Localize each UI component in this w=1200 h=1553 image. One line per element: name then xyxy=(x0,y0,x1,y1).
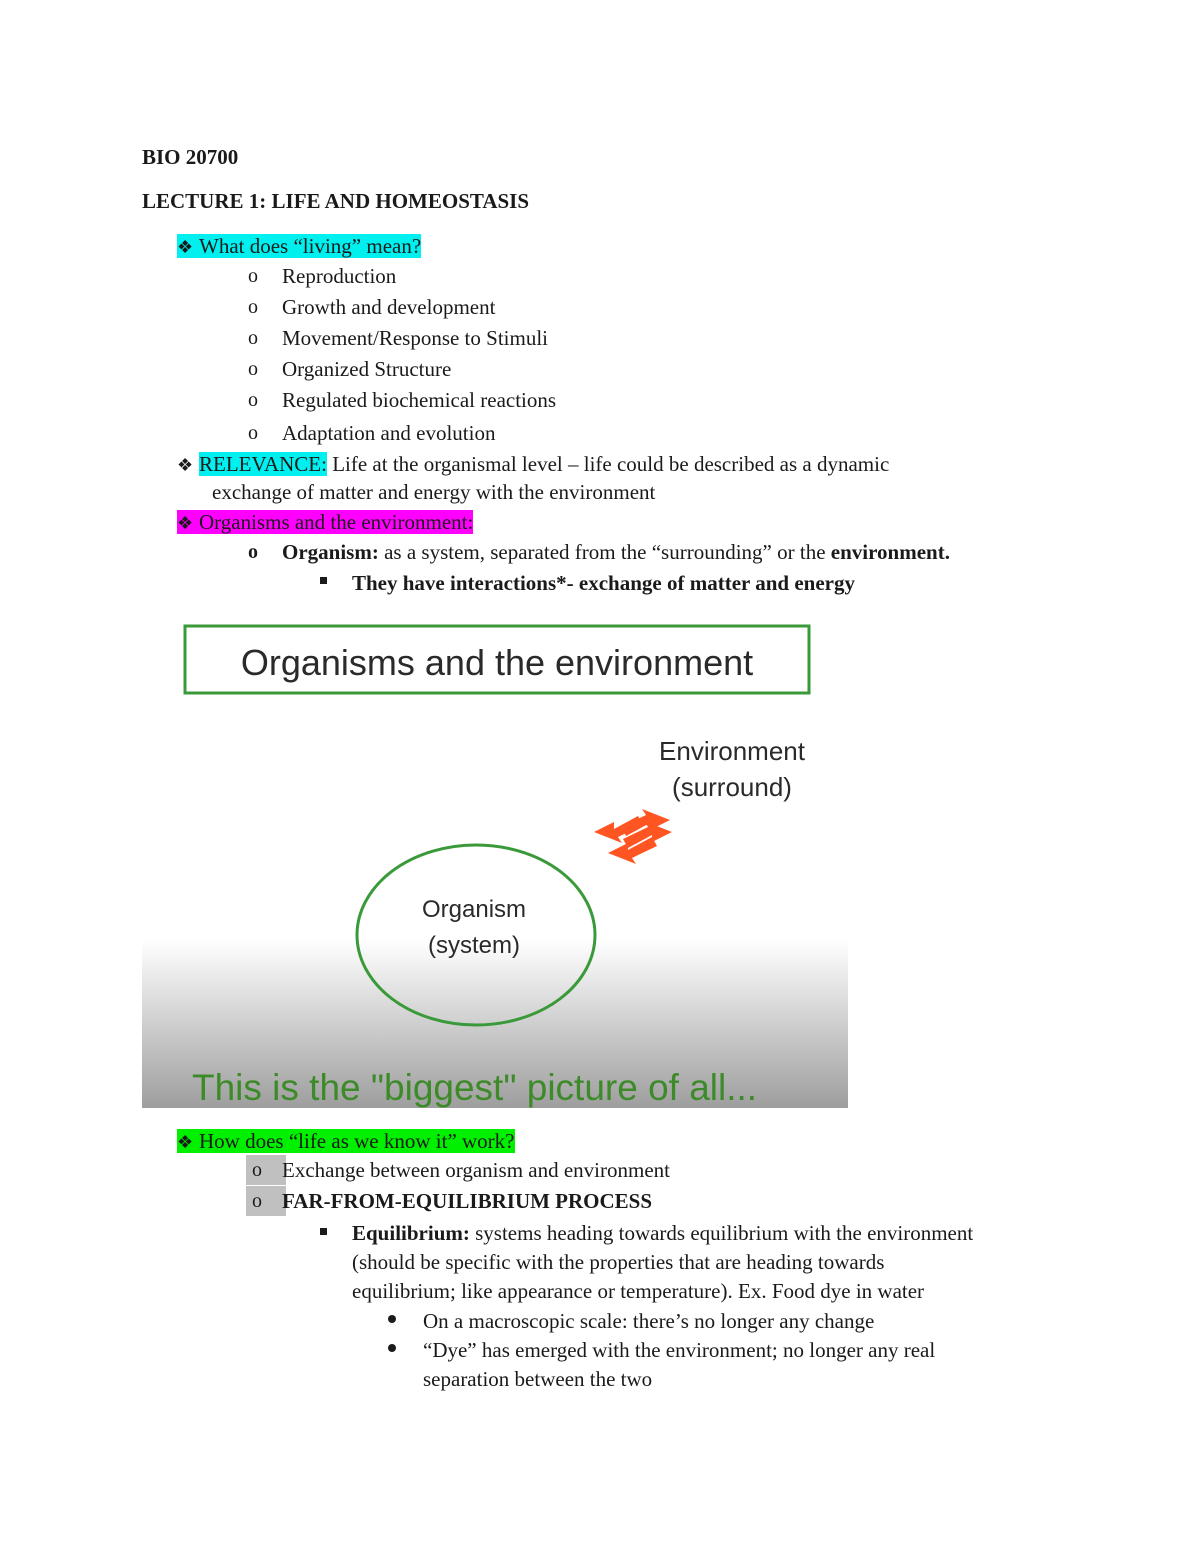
org-env-heading-row xyxy=(177,507,473,538)
env-label-line1: Environment xyxy=(659,736,805,766)
equilibrium-text-cont1: (should be specific with the properties that are heading towards xyxy=(352,1250,885,1274)
lecture-title: LECTURE 1: LIFE AND HOMEOSTASIS xyxy=(142,189,530,213)
diamond-bullet-icon: ❖ xyxy=(177,513,194,533)
circle-bullet-icon: o xyxy=(248,541,258,563)
figure-title: Organisms and the environment xyxy=(240,642,754,683)
circle-bullet-icon: o xyxy=(248,327,258,349)
q1-heading-highlight xyxy=(177,234,421,258)
list-item: Movement/Response to Stimuli xyxy=(282,326,548,350)
q1-heading: What does “living” mean? xyxy=(199,234,422,258)
dot-bullet-icon xyxy=(388,1344,396,1352)
figure-caption: This is the "biggest" picture of all... xyxy=(192,1067,758,1108)
env-label-line2: (surround) xyxy=(672,772,792,802)
relevance-label: RELEVANCE: xyxy=(199,452,327,476)
equilibrium-text-cont2: equilibrium; like appearance or temperature). Ex. Food dye in water xyxy=(352,1279,925,1303)
dot-bullet-icon xyxy=(388,1315,396,1323)
organism-environment: environment. xyxy=(830,540,950,564)
relevance-text: Life at the organismal level – life could be described as a dynamic xyxy=(326,452,890,476)
dye-point: “Dye” has emerged with the environment; no longer any real xyxy=(423,1338,936,1362)
circle-bullet-icon: o xyxy=(246,1155,286,1185)
course-code: BIO 20700 xyxy=(142,145,239,169)
square-bullet-icon xyxy=(320,1228,327,1235)
list-item: Growth and development xyxy=(282,295,496,319)
list-item: Reproduction xyxy=(282,264,397,288)
circle-bullet-icon: o xyxy=(248,422,258,444)
q2-heading-highlight xyxy=(177,1129,515,1153)
q2-heading: How does “life as we know it” work? xyxy=(199,1129,515,1153)
diamond-bullet-icon: ❖ xyxy=(177,455,194,475)
q2-heading-row xyxy=(177,1126,515,1157)
circle-bullet-icon: o xyxy=(248,389,258,411)
organism-environment-figure xyxy=(142,610,848,1108)
equilibrium-label: Equilibrium: xyxy=(352,1221,470,1245)
list-item: Organized Structure xyxy=(282,357,452,381)
organism-label-line2: (system) xyxy=(428,932,520,959)
q1-heading-row xyxy=(177,231,421,262)
relevance-text-cont: exchange of matter and energy with the environment xyxy=(212,480,656,504)
organism-label-line1: Organism xyxy=(421,896,527,923)
circle-bullet-icon: o xyxy=(248,296,258,318)
org-env-heading-highlight xyxy=(177,510,473,534)
list-item: Adaptation and evolution xyxy=(282,421,496,445)
circle-bullet-icon: o xyxy=(248,265,258,287)
relevance-row xyxy=(177,449,889,480)
diamond-bullet-icon: ❖ xyxy=(177,237,194,257)
dye-point-cont: separation between the two xyxy=(423,1367,653,1391)
organism-definition xyxy=(282,537,950,567)
q2-item-far-from-equilibrium: FAR-FROM-EQUILIBRIUM PROCESS xyxy=(282,1189,653,1213)
circle-bullet-icon: o xyxy=(246,1186,286,1216)
interactions-text: They have interactions*- exchange of matter and energy xyxy=(352,571,855,595)
equilibrium-definition xyxy=(352,1218,973,1248)
organism-text: as a system, separated from the “surrounding” or the xyxy=(378,540,831,564)
list-item: Regulated biochemical reactions xyxy=(282,388,557,412)
equilibrium-text: systems heading towards equilibrium with the environment xyxy=(469,1221,974,1245)
macroscopic-point: On a macroscopic scale: there’s no longer any change xyxy=(423,1309,875,1333)
q2-item-exchange: Exchange between organism and environment xyxy=(282,1158,670,1182)
organism-label: Organism: xyxy=(282,540,379,564)
circle-bullet-icon: o xyxy=(248,358,258,380)
square-bullet-icon xyxy=(320,577,327,584)
diamond-bullet-icon: ❖ xyxy=(177,1132,194,1152)
org-env-heading: Organisms and the environment: xyxy=(199,510,474,534)
